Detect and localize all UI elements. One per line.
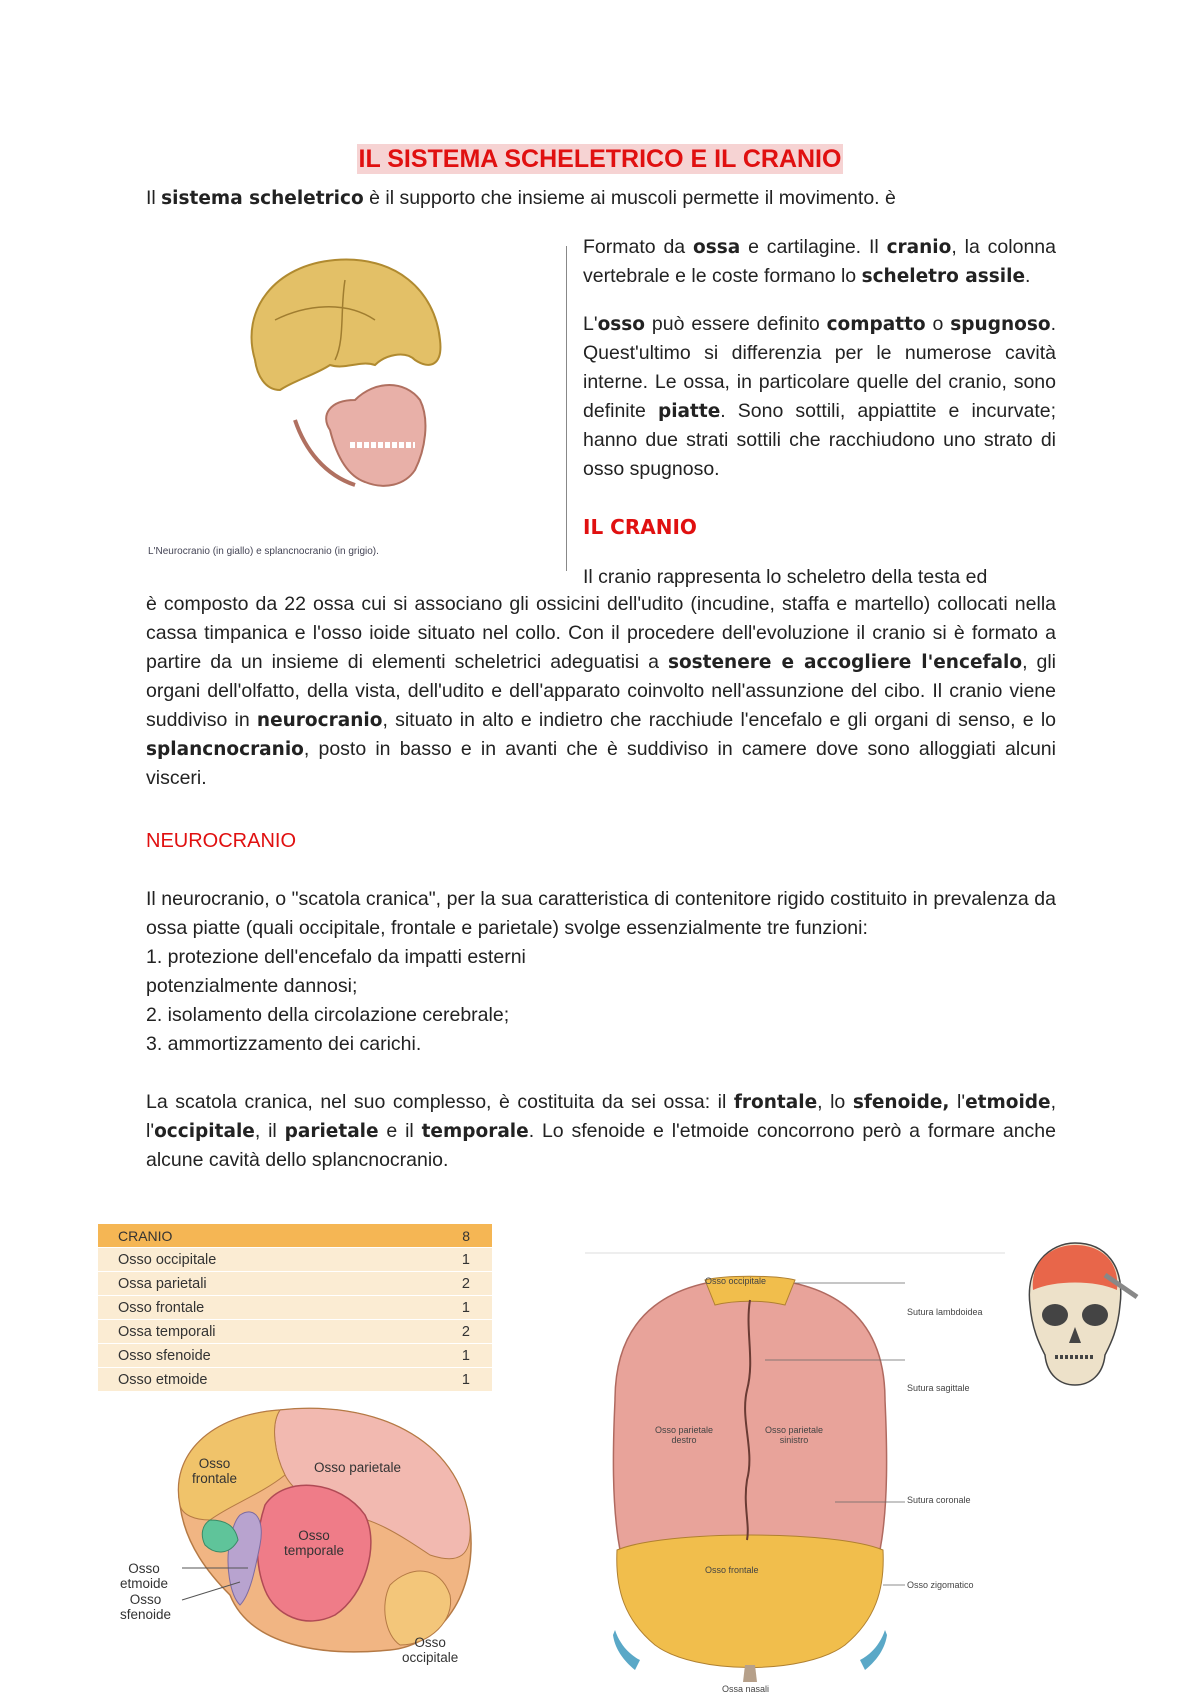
table-header: CRANIO 8 [98, 1224, 492, 1248]
neurocranio-section: NEUROCRANIO Il neurocranio, o "scatola cranica", per la sua caratteristica di contenitore rigido costituito in prevalenza da ossa piatte (quali occipitale, frontale e parietale) svolge essenzialmente tre funzioni: 1. protezione dell'encefalo da impatti esterni potenzialmente dannosi; 2. isolamento della circolazione cerebrale; 3. ammortizzamento dei carichi. La scatola cranica, nel suo complesso, è costituita da sei ossa: il frontale, lo sfenoide, l'etmoide, l'occipitale, il parietale e il temporale. Lo sfenoide e l'etmoide concorrono però a formare anche alcune cavità dello splancnocranio. [146, 830, 1056, 1171]
label-ossa-nasali: Ossa nasali [722, 1684, 770, 1694]
label-osso-etmoide: Osso etmoide [120, 1561, 169, 1591]
figure-caption: L'Neurocranio (in giallo) e splancnocranio (in grigio). [148, 546, 379, 557]
label-sutura-sagittale: Sutura sagittale [907, 1383, 970, 1393]
label-osso-occipitale: Osso occipitale [402, 1635, 459, 1665]
label-sutura-lambdoidea: Sutura lambdoidea [907, 1307, 983, 1317]
cranio-bones-table [98, 1224, 492, 1391]
table-row: Ossa temporali 2 [98, 1320, 492, 1344]
table-row: Osso sfenoide 1 [98, 1344, 492, 1368]
cranio-paragraph: è composto da 22 ossa cui si associano gli ossicini dell'udito (incudine, staffa e martello) collocati nella cassa timpanica e l'osso ioide situato nel collo. Con il procedere dell'evoluzione il cranio si è formato a partire da un insieme di elementi scheletrici adeguatisi a sostenere e accogliere l'encefalo, gli organi dell'olfatto, della vista, dell'udito e dell'apparato coinvolto nell'assunzione del cibo. Il cranio viene suddiviso in neurocranio, situato in alto e indietro che racchiude l'encefalo e gli organi di senso, e lo splancnocranio, posto in basso e in avanti che è suddiviso in camere dove sono alloggiati alcuni visceri. [146, 593, 1056, 789]
table-row: Ossa parietali 2 [98, 1272, 492, 1296]
label-top-osso-occipitale: Osso occipitale [705, 1276, 767, 1286]
label-osso-parietale-sinistro: Osso parietale sinistro [765, 1425, 824, 1445]
intro-first-line: Il sistema scheletrico è il supporto che insieme ai muscoli permette il movimento. è [146, 187, 896, 209]
label-osso-sfenoide: Osso sfenoide [120, 1592, 172, 1622]
table-row: Osso frontale 1 [98, 1296, 492, 1320]
small-skull-orientation-icon [1015, 1235, 1140, 1395]
lateral-label-leaders [170, 1560, 270, 1620]
label-osso-temporale: Osso temporale [284, 1528, 345, 1558]
label-osso-frontale: Osso frontale [192, 1456, 238, 1486]
table-row: Osso occipitale 1 [98, 1248, 492, 1272]
intro-right-column: Formato da ossa e cartilagine. Il cranio, la colonna vertebrale e le coste formano lo scheletro assile. L'osso può essere definito compatto o spugnoso. Quest'ultimo si differenzia per le numerose cavità interne. Le ossa, in particolare quelle del cranio, sono definite piatte. Sono sottili, appiattite e incurvate; hanno due strati sottili che racchiudono uno strato di osso spugnoso. IL CRANIO Il cranio rappresenta lo scheletro della testa ed [583, 235, 1056, 588]
skull-illustration [235, 250, 450, 520]
page-title: IL SISTEMA SCHELETRICO E IL CRANIO [358, 145, 842, 173]
label-sutura-coronale: Sutura coronale [907, 1495, 971, 1505]
cranio-heading: IL CRANIO [583, 515, 697, 539]
label-osso-parietale-destro: Osso parietale destro [655, 1425, 714, 1445]
label-top-osso-frontale: Osso frontale [705, 1565, 759, 1575]
neurocranio-heading: NEUROCRANIO [146, 830, 297, 852]
label-osso-zigomatico: Osso zigomatico [907, 1580, 974, 1590]
column-divider [566, 246, 567, 571]
label-osso-parietale: Osso parietale [314, 1460, 402, 1475]
table-row: Osso etmoide 1 [98, 1368, 492, 1392]
